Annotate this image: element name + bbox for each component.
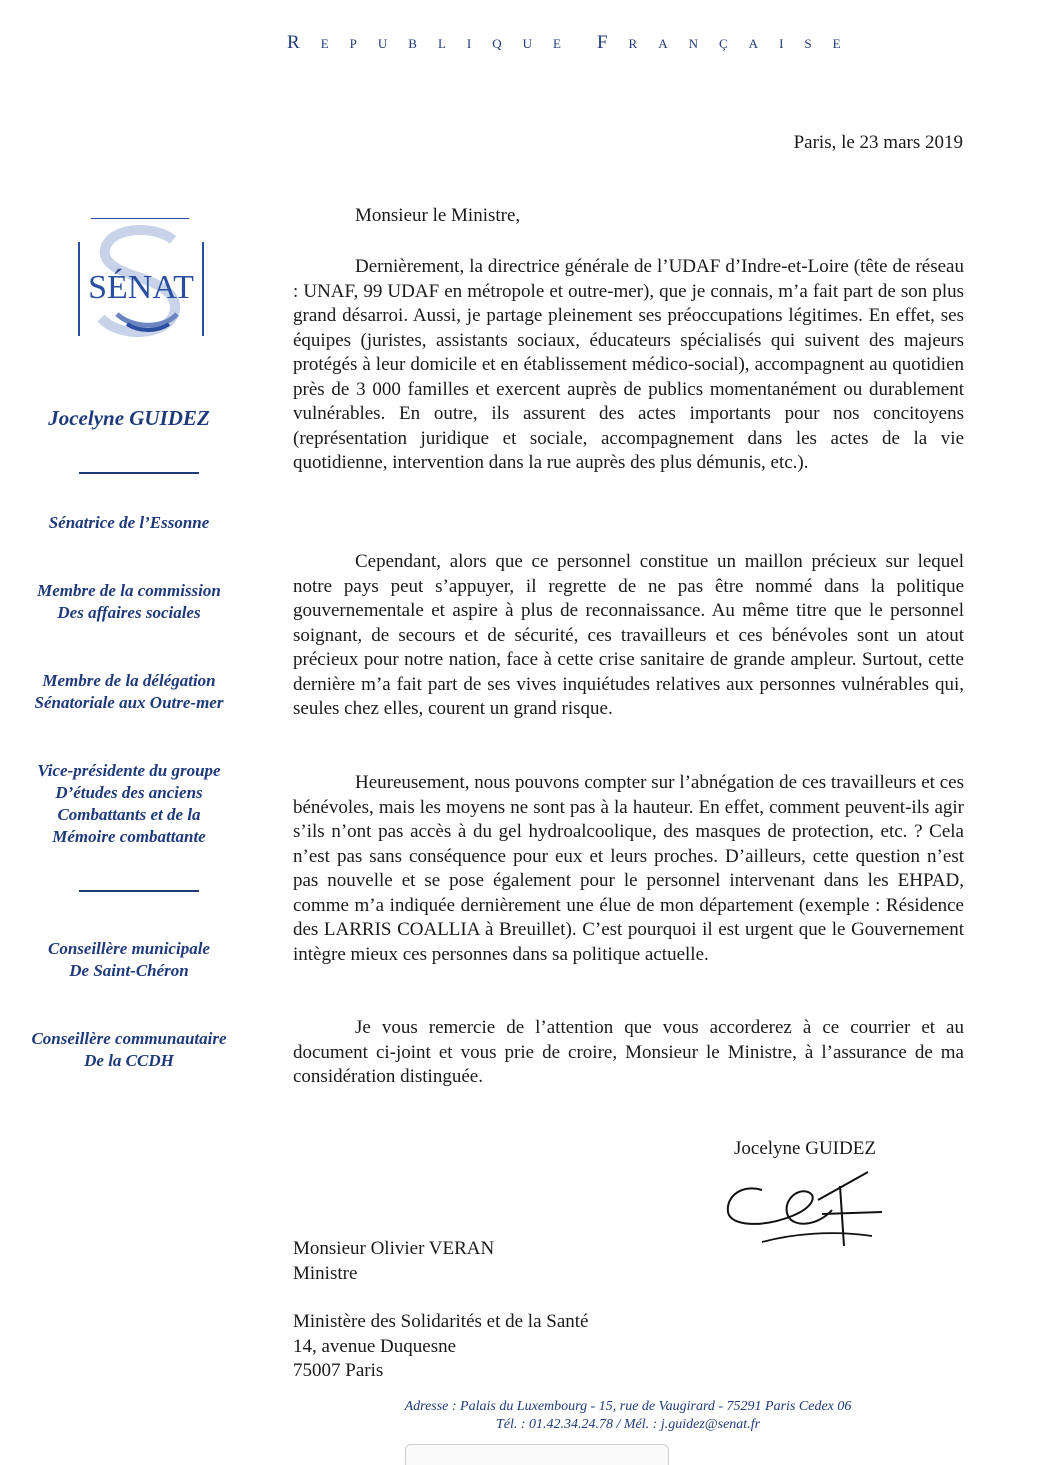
sidebar-role <box>0 670 258 714</box>
letter-date: Paris, le 23 mars 2019 <box>793 132 963 153</box>
role-line: Combattants et de la <box>57 805 201 824</box>
role-line: De Saint-Chéron <box>69 961 189 980</box>
role-line: De la CCDH <box>84 1051 174 1070</box>
signature-name: Jocelyne GUIDEZ <box>734 1138 876 1159</box>
letter: L <box>437 36 446 51</box>
salutation: Monsieur le Ministre, <box>355 205 521 226</box>
sidebar-name: Jocelyne GUIDEZ <box>48 406 210 430</box>
sidebar-role <box>0 1028 258 1072</box>
senat-logo <box>77 218 205 342</box>
letter: I <box>466 36 472 51</box>
senat-logo-text: SÉNAT <box>88 269 194 306</box>
letter: I <box>779 36 784 51</box>
sidebar-divider <box>79 890 199 892</box>
recipient-title: Ministre <box>293 1262 358 1284</box>
letter: N <box>688 36 698 51</box>
republique-francaise-header <box>287 32 947 54</box>
letter: A <box>658 36 668 51</box>
role-line: Conseillère communautaire <box>31 1029 227 1048</box>
sidebar-divider <box>79 472 199 474</box>
sidebar-role <box>0 512 258 534</box>
letter: P <box>349 36 357 51</box>
recipient-org: Ministère des Solidarités et de la Santé <box>293 1311 589 1332</box>
letter: E <box>832 36 841 51</box>
role-line: Des affaires sociales <box>57 603 201 622</box>
role-line: Membre de la commission <box>37 581 221 600</box>
recipient-city: 75007 Paris <box>293 1360 384 1381</box>
letter: E <box>553 36 561 51</box>
sidebar-role <box>0 580 258 624</box>
role-line: Mémoire combattante <box>52 827 206 846</box>
letter: Ç <box>719 36 728 51</box>
letter-f: F <box>596 32 608 53</box>
role-line: Membre de la délégation <box>42 671 216 690</box>
letter: R <box>628 36 638 51</box>
footer-contact: Tél. : 01.42.34.24.78 / Mél. : j.guidez@senat.fr <box>495 1417 761 1432</box>
letter: A <box>748 36 759 51</box>
senat-logo-icon <box>77 218 205 342</box>
bottom-toolbar-edge <box>405 1444 669 1465</box>
role-line: Sénatoriale aux Outre-mer <box>34 693 224 712</box>
francaise-word <box>597 32 841 54</box>
role-line: Conseillère municipale <box>48 939 210 958</box>
sidebar-role <box>0 938 258 982</box>
letter: B <box>408 36 417 51</box>
footer-address: Adresse : Palais du Luxembourg - 15, rue de Vaugirard - 75291 Paris Cedex 06 <box>404 1399 852 1414</box>
paragraph: Heureusement, nous pouvons compter sur l’abnégation de ces travailleurs et ces bénévoles, mais les moyens ne sont pas à la hauteur. En effet, comment peuvent-ils agir s’ils n’ont pas accès à du gel hydroalcoolique, des masques de protection, etc. ? Cela n’est pas sans conséquence pour eux et leurs proches. D’ailleurs, cette question n’est pas nouvelle et se pose également pour le personnel intervenant dans les EHPAD, comme m’a indiquée dernièrement une élue de mon département (exemple : Résidence des LARRIS COALLIA à Breuillet). C’est pourquoi il est urgent que le Gouvernement intègre mieux ces personnes dans sa politique actuelle. <box>293 772 964 965</box>
paragraph: Cependant, alors que ce personnel constitue un maillon précieux sur lequel notre pays peut s’appuyer, il regrette de ne pas être nommé dans la politique gouvernementale et aspire à plus de reconnaissance. Au même titre que le personnel soignant, de secours et de sécurité, ces travailleurs et ces bénévoles sont un atout précieux pour notre nation, face à cette crise sanitaire de grande ampleur. Surtout, cette dernière m’a fait part de ses vives inquiétudes relatives aux personnes vulnérables qui, seules chez elles, courent un grand risque. <box>293 551 964 719</box>
letter-r: R <box>287 32 300 53</box>
recipient-name: Monsieur Olivier VERAN <box>293 1238 495 1259</box>
letter: U <box>522 36 533 51</box>
recipient-block <box>293 1237 494 1286</box>
sidebar-role <box>0 760 258 848</box>
letter: S <box>804 36 812 51</box>
handwritten-signature <box>722 1166 888 1250</box>
republique-word <box>287 32 597 54</box>
recipient-street: 14, avenue Duquesne <box>293 1335 457 1357</box>
footer <box>0 1398 1040 1434</box>
role-line: Vice-présidente du groupe <box>37 761 221 780</box>
role-line: D’études des anciens <box>55 783 203 802</box>
role-line: Sénatrice de l’Essonne <box>48 513 210 532</box>
letter: Q <box>492 36 502 51</box>
paragraph: Dernièrement, la directrice générale de l’UDAF d’Indre-et-Loire (tête de réseau : UNAF, 99 UDAF en métropole et outre-mer), que je connais, m’a fait part de son plus grand désarroi. Aussi, je partage pleinement ses préoccupations légitimes. En effet, ses équipes (juristes, assistants sociaux, éducateurs spécialisés qui suivent des majeurs protégés à leur domicile et en établissement médico-social), accompagnent au quotidien près de 3 000 familles et exercent auprès de publics momentanément ou durablement vulnérables. En outre, ils assurent des actes importants pour nos concitoyens (représentation juridique et sociale, accompagnement dans les actes de la vie quotidienne, intervention dans la rue auprès des plus démunis, etc.). <box>293 256 964 473</box>
paragraph: Je vous remercie de l’attention que vous accorderez à ce courrier et au document ci-joint et vous prie de croire, Monsieur le Ministre, à l’assurance de ma considération distinguée. <box>293 1017 964 1087</box>
letter: E <box>320 36 329 51</box>
recipient-address <box>293 1310 588 1384</box>
letter: U <box>377 36 388 51</box>
